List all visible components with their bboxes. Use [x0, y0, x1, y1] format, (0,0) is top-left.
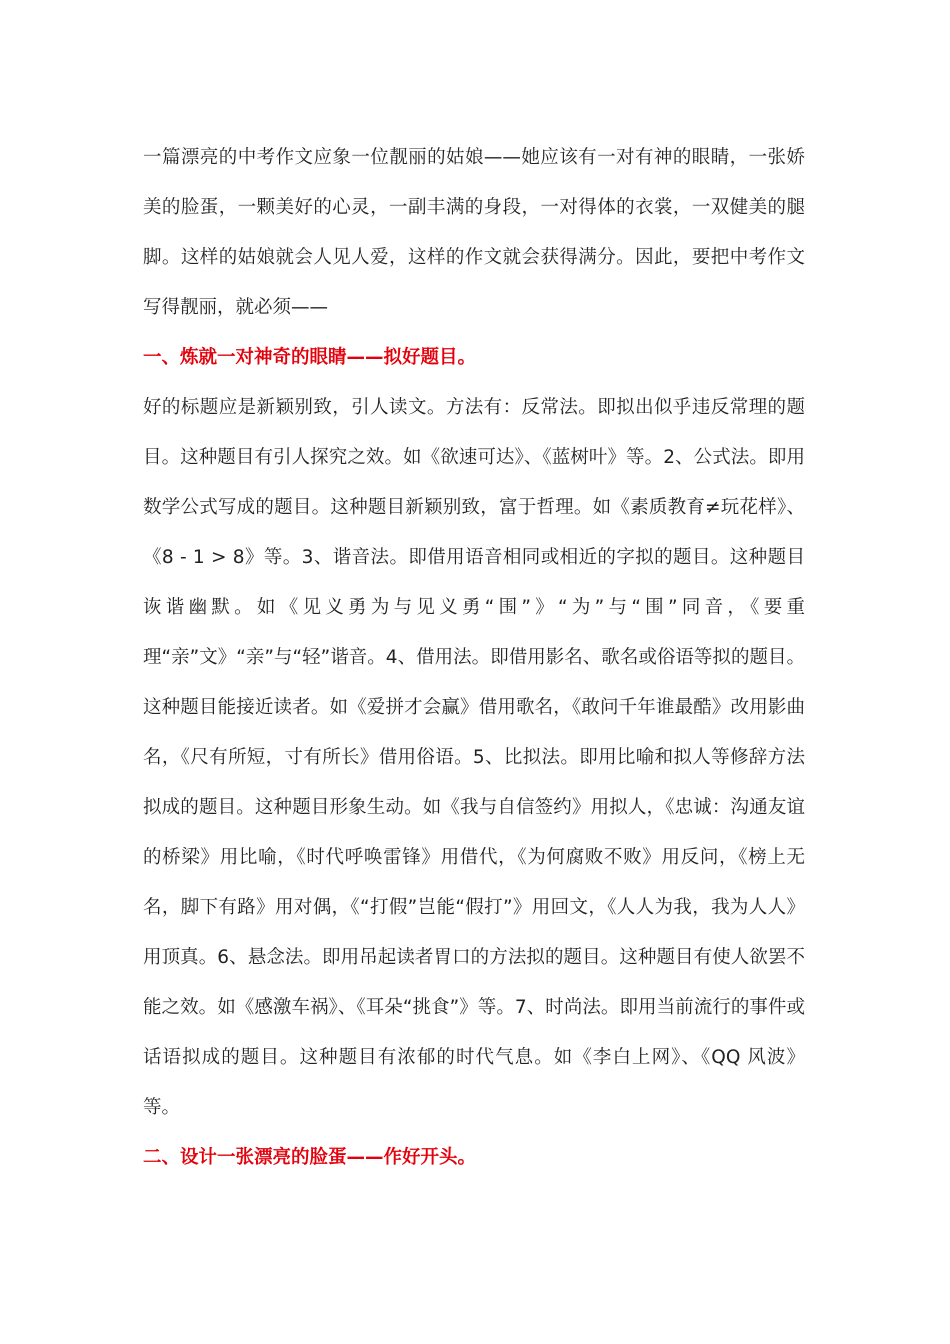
section-1-body: 好的标题应是新颖别致，引人读文。方法有：反常法。即拟出似乎违反常理的题目。这种题目有引人探究之效。如《欲速可达》、《蓝树叶》等。2、公式法。即用数学公式写成的题目。这种题目新颖别致，富于哲理。如《素质教育≠玩花样》、《8 - 1 > 8》等。3、谐音法。即借用语音相同或相近的字拟的题目。这种题目诙谐幽默。如《见义勇为与见义勇“围”》“为”与“围”同音，《要重理“亲”文》“亲”与“轻”谐音。4、借用法。即借用影名、歌名或俗语等拟的题目。这种题目能接近读者。如《爱拼才会赢》借用歌名，《敢问千年谁最酷》改用影曲名，《尺有所短，寸有所长》借用俗语。5、比拟法。即用比喻和拟人等修辞方法拟成的题目。这种题目形象生动。如《我与自信签约》用拟人，《忠诚：沟通友谊的桥梁》用比喻，《时代呼唤雷锋》用借代，《为何腐败不败》用反问，《榜上无名，脚下有路》用对偶，《“打假”岂能“假打”》用回文，《人人为我，我为人人》用顶真。6、悬念法。即用吊起读者胃口的方法拟的题目。这种题目有使人欲罢不能之效。如《感激车祸》、《耳朵“挑食”》等。7、时尚法。即用当前流行的事件或话语拟成的题目。这种题目有浓郁的时代气息。如《李白上网》、《QQ 风波》等。 [143, 397, 805, 1118]
section-2-heading: 二、设计一张漂亮的脸蛋——作好开头。 [143, 1147, 477, 1168]
section-1-heading: 一、炼就一对神奇的眼睛——拟好题目。 [143, 347, 477, 368]
document-content [143, 133, 805, 1183]
intro-paragraph: 一篇漂亮的中考作文应象一位靓丽的姑娘——她应该有一对有神的眼睛，一张娇美的脸蛋，一颗美好的心灵，一副丰满的身段，一对得体的衣裳，一双健美的腿脚。这样的姑娘就会人见人爱，这样的作文就会获得满分。因此，要把中考作文写得靓丽，就必须—— [143, 147, 805, 318]
